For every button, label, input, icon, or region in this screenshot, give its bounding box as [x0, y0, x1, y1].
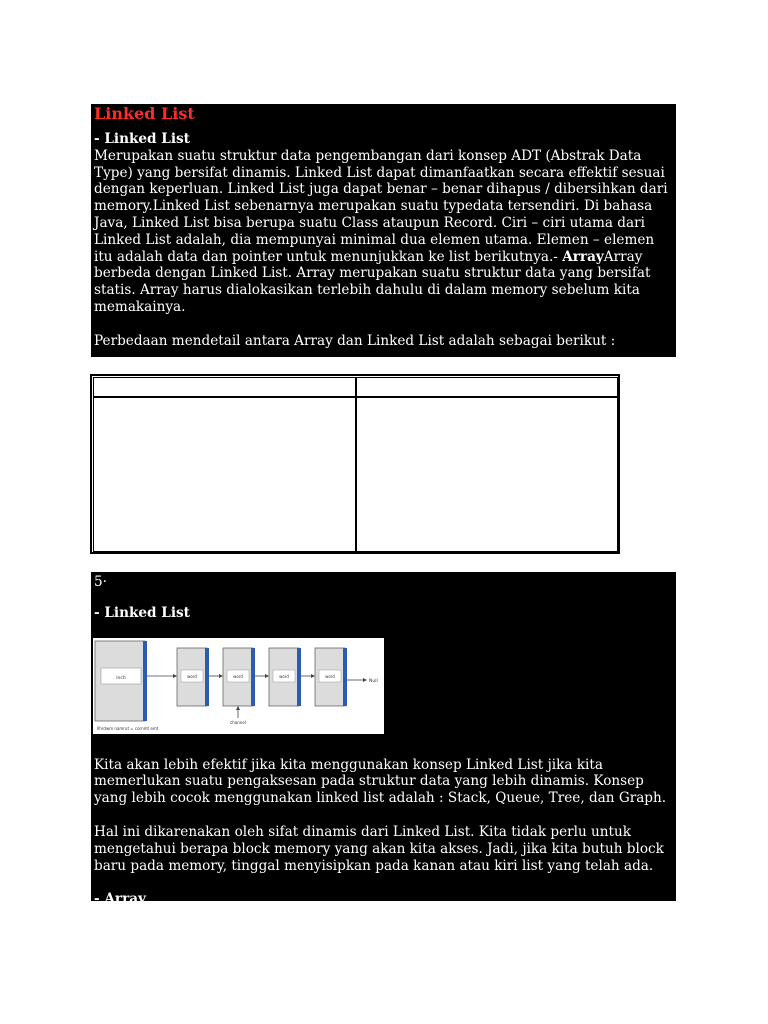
- paragraph-array-text: Array berbeda dengan Linked List. Array merupakan suatu struktur data yang bersifat statis. Array harus dialokasikan terlebih dahulu di dalam memory sebelum kita memakainya.: [94, 248, 651, 315]
- subheading-array: - Array: [94, 891, 146, 908]
- list-number: 5·: [94, 574, 107, 590]
- linked-list-diagram: [93, 638, 384, 734]
- diagram-label-null: Null: [369, 679, 378, 684]
- comparison-table: [90, 374, 620, 554]
- diagram-label-node-4: word: [325, 674, 335, 679]
- table-header-cell-right: [356, 377, 618, 397]
- table-body-cell-right: [356, 397, 618, 552]
- diagram-caption: Ilhrdwm namrut = cornmt emt: [97, 726, 159, 731]
- table-body-cell-left: [93, 397, 356, 552]
- section-linked-list-detail: [91, 572, 676, 908]
- diagram-label-channel: channel: [230, 720, 246, 725]
- paragraph-dinamis: Hal ini dikarenakan oleh sifat dinamis dari Linked List. Kita tidak perlu untuk mengetahui berapa block memory yang akan kita akses. Jadi, jika kita butuh block baru pada memory, tinggal menyisipkan pada kanan atau kiri list yang telah ada.: [94, 823, 664, 874]
- paragraph-efektif: Kita akan lebih efektif jika kita menggunakan konsep Linked List jika kita memerlukan suatu pengaksesan pada struktur data yang lebih dinamis. Konsep yang lebih cocok menggunakan linked list adalah : Stack, Queue, Tree, dan Graph.: [94, 756, 667, 807]
- comparison-intro: Perbedaan mendetail antara Array dan Linked List adalah sebagai berikut :: [94, 332, 616, 349]
- diagram-label-node-2: word: [233, 674, 243, 679]
- diagram-label-node-3: word: [279, 674, 289, 679]
- subheading-linked-list-2: - Linked List: [94, 604, 190, 621]
- page-title: Linked List: [94, 104, 195, 123]
- table-header-cell-left: [93, 377, 356, 397]
- section-linked-list-intro: [91, 104, 676, 357]
- diagram-head-accent: [143, 641, 147, 721]
- diagram-label-node-1: word: [187, 674, 197, 679]
- subheading-linked-list: - Linked List: [94, 131, 190, 147]
- array-bold-label: Array: [562, 248, 604, 265]
- diagram-label-head: lnch: [116, 676, 126, 681]
- paragraph-main-text: Merupakan suatu struktur data pengembangan dari konsep ADT (Abstrak Data Type) yang bersifat dinamis. Linked List dapat dimanfaatkan secara effektif sesuai dengan keperluan. Linked List juga dapat benar – benar dihapus / dibersihkan dari memory.Linked List sebenarnya merupakan suatu typedata tersendiri. Di bahasa Java, Linked List bisa berupa suatu Class ataupun Record. Ciri – ciri utama dari Linked List adalah, dia mempunyai minimal dua elemen utama. Elemen – elemen itu adalah data dan pointer untuk menunjukkan ke list berikutnya.-: [94, 147, 668, 265]
- paragraph-definition: [94, 148, 673, 316]
